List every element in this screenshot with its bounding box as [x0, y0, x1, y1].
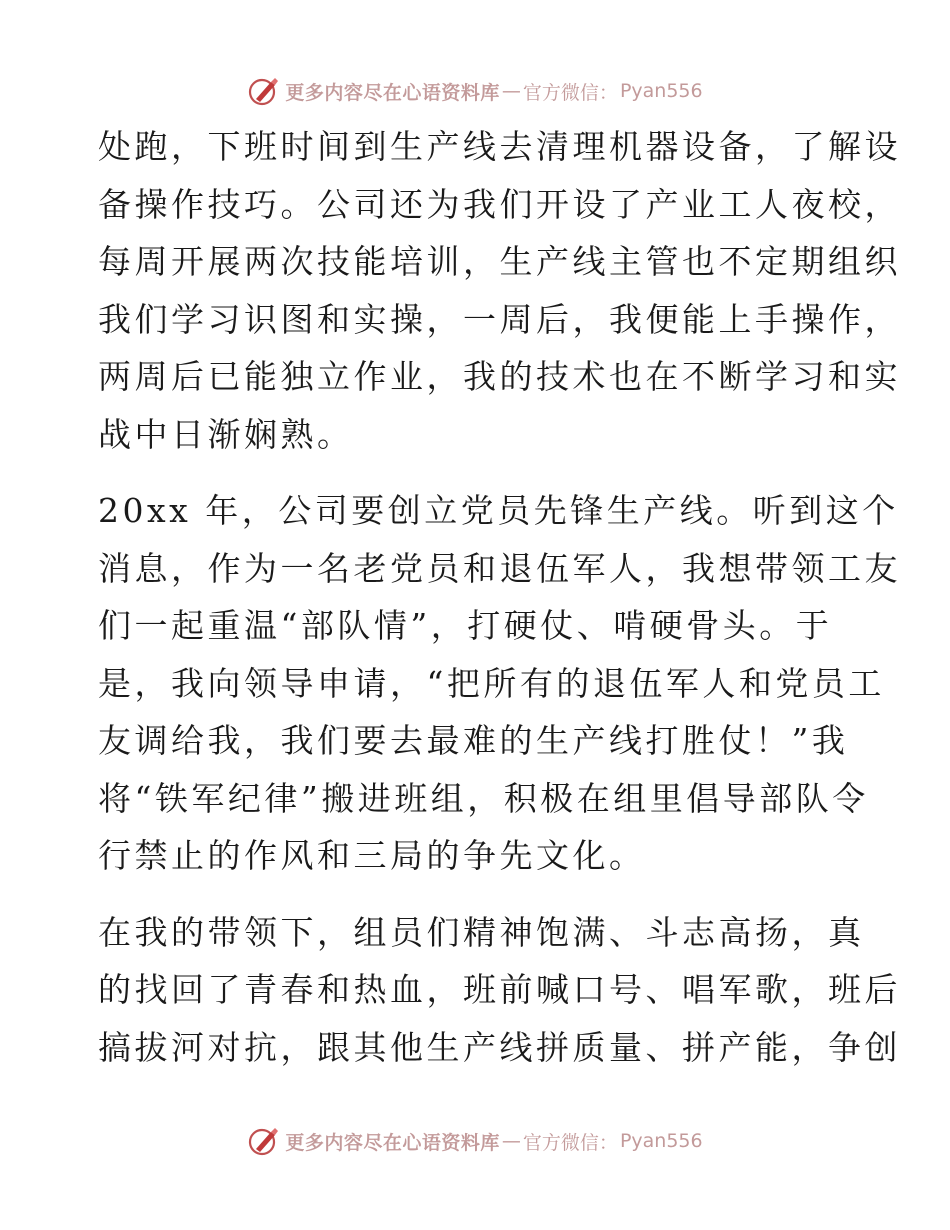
watermark-dash: —	[501, 80, 521, 102]
text-line: 处跑，下班时间到生产线去清理机器设备，了解设	[98, 127, 901, 166]
text-line: 友调给我，我们要去最难的生产线打胜仗！”我	[98, 721, 849, 760]
paragraph-2	[98, 482, 901, 885]
text-line: 将“铁军纪律”搬进班组，积极在组里倡导部队令	[98, 778, 869, 818]
document-body	[98, 118, 901, 1095]
text-line: 战中日渐娴熟。	[98, 414, 354, 454]
header-watermark	[0, 71, 950, 111]
pen-logo-icon	[247, 1124, 281, 1158]
text-line: 行禁止的作风和三局的争先文化。	[98, 836, 646, 875]
text-line: 两周后已能独立作业，我的技术也在不断学习和实	[98, 357, 901, 396]
watermark-site-text: 更多内容尽在心语资料库	[285, 81, 500, 104]
watermark-dash: —	[501, 1130, 521, 1152]
watermark-code: Pyan556	[619, 80, 703, 102]
text-line: 们一起重温“部队情”，打硬仗、啃硬骨头。于	[98, 606, 833, 645]
text-line: 是，我向领导申请，“把所有的退伍军人和党员工	[98, 663, 885, 703]
watermark-official-label: 官方微信：	[522, 81, 618, 104]
text-line: 搞拔河对抗，跟其他生产线拼质量、拼产能，争创	[98, 1027, 901, 1067]
watermark-site-text: 更多内容尽在心语资料库	[285, 1131, 500, 1154]
text-line: 备操作技巧。公司还为我们开设了产业工人夜校，	[98, 184, 901, 224]
text-line: 每周开展两次技能培训，生产线主管也不定期组织	[98, 242, 901, 281]
footer-watermark	[0, 1121, 950, 1161]
text-line: 我们学习识图和实操，一周后，我便能上手操作，	[98, 299, 901, 339]
watermark-code: Pyan556	[619, 1130, 703, 1152]
text-line: 消息，作为一名老党员和退伍军人，我想带领工友	[98, 548, 901, 588]
paragraph-3	[98, 904, 901, 1077]
text-line: 在我的带领下，组员们精神饱满、斗志高扬，真	[98, 912, 865, 952]
watermark-official-label: 官方微信：	[522, 1131, 618, 1154]
paragraph-1	[98, 118, 901, 463]
pen-logo-icon	[247, 74, 281, 108]
text-line: 20xx 年，公司要创立党员先锋生产线。听到这个	[98, 491, 899, 530]
text-line: 的找回了青春和热血，班前喊口号、唱军歌，班后	[98, 970, 901, 1009]
